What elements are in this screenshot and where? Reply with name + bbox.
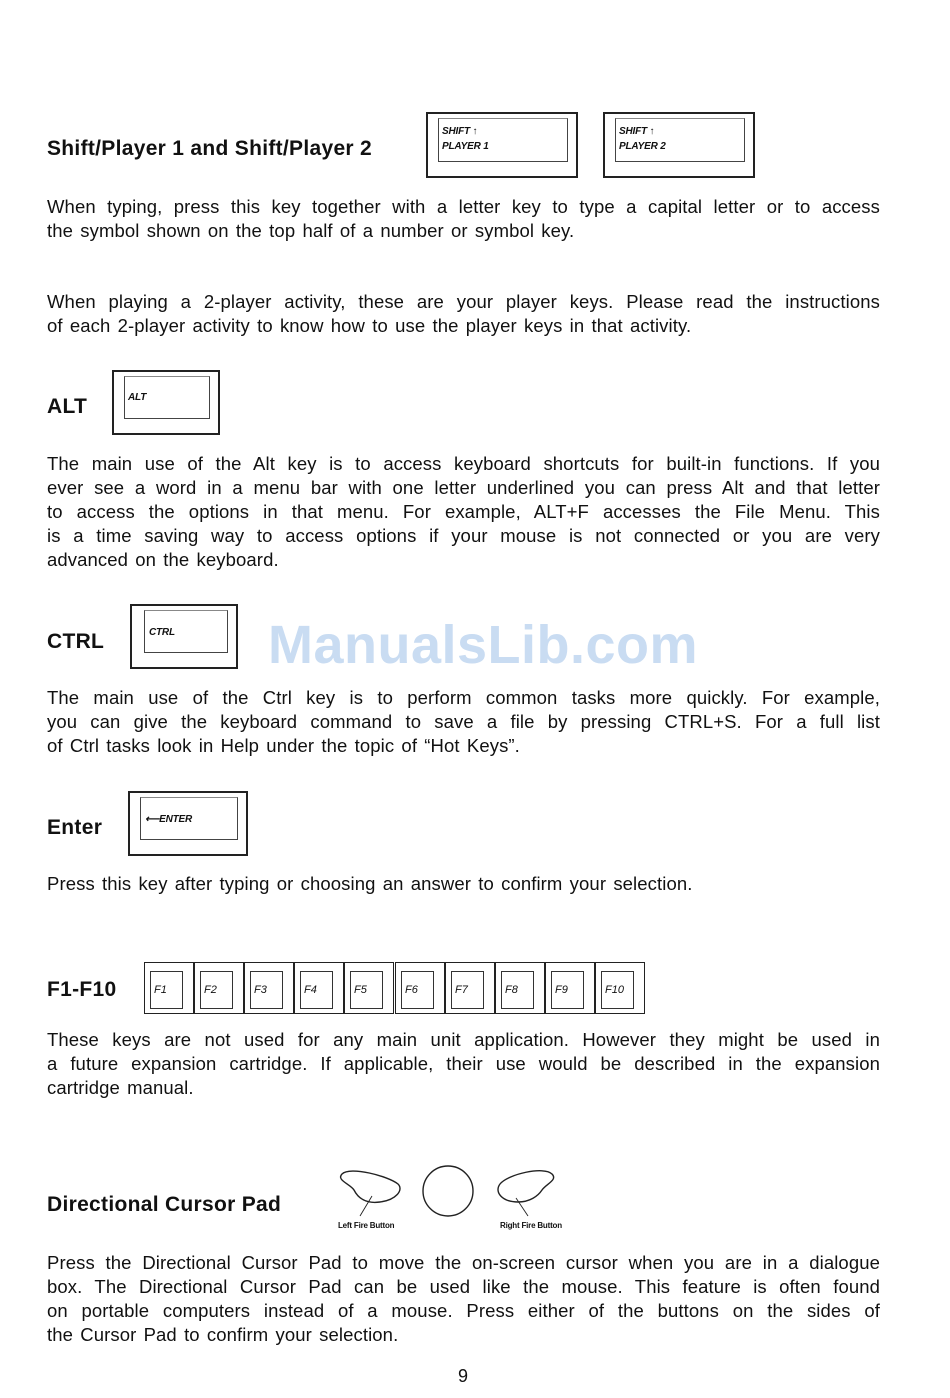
shift-heading: Shift/Player 1 and Shift/Player 2 xyxy=(47,137,373,160)
f5-key xyxy=(344,962,394,1014)
f6-key xyxy=(395,962,445,1014)
text-line: is a time saving way to access options if your mouse is not connected or you are very xyxy=(47,525,880,546)
text-line: ever see a word in a menu bar with one letter underlined you can press Alt and that letter xyxy=(47,477,880,498)
key-label: F1 xyxy=(154,984,167,996)
ctrl-key-label: CTRL xyxy=(149,627,175,638)
alt-heading: ALT xyxy=(47,395,88,418)
watermark: ManualsLib.com xyxy=(268,615,699,675)
f10-key xyxy=(595,962,645,1014)
right-fire-button-icon xyxy=(498,1171,554,1202)
text-line: The main use of the Ctrl key is to perform common tasks more quickly. For example, xyxy=(47,687,880,708)
text-line: Press this key after typing or choosing an answer to confirm your selection. xyxy=(47,873,693,894)
text-line: cartridge manual. xyxy=(47,1077,194,1098)
right-fire-button-label: Right Fire Button xyxy=(500,1221,562,1230)
f9-key xyxy=(545,962,595,1014)
text-line: The main use of the Alt key is to access keyboard shortcuts for built-in functions. If you xyxy=(47,453,880,474)
cursor-pad-diagram xyxy=(330,1160,590,1230)
enter-key-label xyxy=(145,814,192,825)
f8-key xyxy=(495,962,545,1014)
text-line: Press the Directional Cursor Pad to move the on-screen cursor when you are in a dialogue xyxy=(47,1252,880,1273)
ctrl-paragraph xyxy=(47,686,880,758)
alt-paragraph xyxy=(47,452,880,572)
f1-key xyxy=(144,962,194,1014)
text-line: of each 2-player activity to know how to use the player keys in that activity. xyxy=(47,315,692,336)
text-line: of Ctrl tasks look in Help under the topic of “Hot Keys”. xyxy=(47,735,520,756)
ctrl-heading: CTRL xyxy=(47,630,105,653)
fkeys-heading: F1-F10 xyxy=(47,978,117,1001)
cursor-pad-heading: Directional Cursor Pad xyxy=(47,1193,282,1216)
shift-player-2-key-top: SHIFT ↑ xyxy=(619,126,655,137)
f3-key xyxy=(244,962,294,1014)
key-label: F2 xyxy=(204,984,217,996)
enter-paragraph xyxy=(47,872,880,896)
text-line: When playing a 2-player activity, these are your player keys. Please read the instructions xyxy=(47,291,880,312)
text-line: on portable computers instead of a mouse. Press either of the buttons on the sides of xyxy=(47,1300,880,1321)
text-line: the symbol shown on the top half of a number or symbol key. xyxy=(47,220,575,241)
text-line: box. The Directional Cursor Pad can be used like the mouse. This feature is often found xyxy=(47,1276,880,1297)
text-line: the Cursor Pad to confirm your selection. xyxy=(47,1324,399,1345)
text-line: you can give the keyboard command to save a file by pressing CTRL+S. For a full list xyxy=(47,711,880,732)
left-arrow-icon: ⟵ xyxy=(145,814,160,825)
f2-key xyxy=(194,962,244,1014)
key-label: F5 xyxy=(354,984,367,996)
key-label: F4 xyxy=(304,984,317,996)
enter-key xyxy=(128,791,248,856)
ctrl-key xyxy=(130,604,238,669)
enter-heading: Enter xyxy=(47,816,103,839)
shift-player-1-key-top: SHIFT ↑ xyxy=(442,126,478,137)
key-label: F7 xyxy=(455,984,468,996)
text-line: When typing, press this key together with a letter key to type a capital letter or to access xyxy=(47,196,880,217)
page-number: 9 xyxy=(458,1366,469,1386)
shift-paragraph-1 xyxy=(47,195,880,243)
key-label: F6 xyxy=(405,984,418,996)
key-label: F9 xyxy=(555,984,568,996)
shift-player-1-key-bottom: PLAYER 1 xyxy=(442,141,489,152)
key-label: F10 xyxy=(605,984,624,996)
shift-paragraph-2 xyxy=(47,290,880,338)
enter-key-text: ENTER xyxy=(159,814,193,825)
shift-player-2-key xyxy=(603,112,755,178)
shift-player-1-key xyxy=(426,112,578,178)
text-line: a future expansion cartridge. If applicable, their use would be described in the expansion xyxy=(47,1053,880,1074)
left-fire-button-label: Left Fire Button xyxy=(338,1221,395,1230)
left-fire-button-icon xyxy=(341,1171,400,1202)
alt-key xyxy=(112,370,220,435)
f7-key xyxy=(445,962,495,1014)
key-label: F3 xyxy=(254,984,267,996)
key-label: F8 xyxy=(505,984,518,996)
text-line: to access the options in that menu. For example, ALT+F accesses the File Menu. This xyxy=(47,501,880,522)
text-line: These keys are not used for any main unit application. However they might be used in xyxy=(47,1029,880,1050)
f4-key xyxy=(294,962,344,1014)
cursor-pad-circle-icon xyxy=(423,1166,473,1216)
alt-key-label: ALT xyxy=(128,392,147,403)
fkeys-paragraph xyxy=(47,1028,880,1100)
shift-player-2-key-bottom: PLAYER 2 xyxy=(619,141,666,152)
cursor-pad-paragraph xyxy=(47,1251,880,1347)
text-line: advanced on the keyboard. xyxy=(47,549,279,570)
